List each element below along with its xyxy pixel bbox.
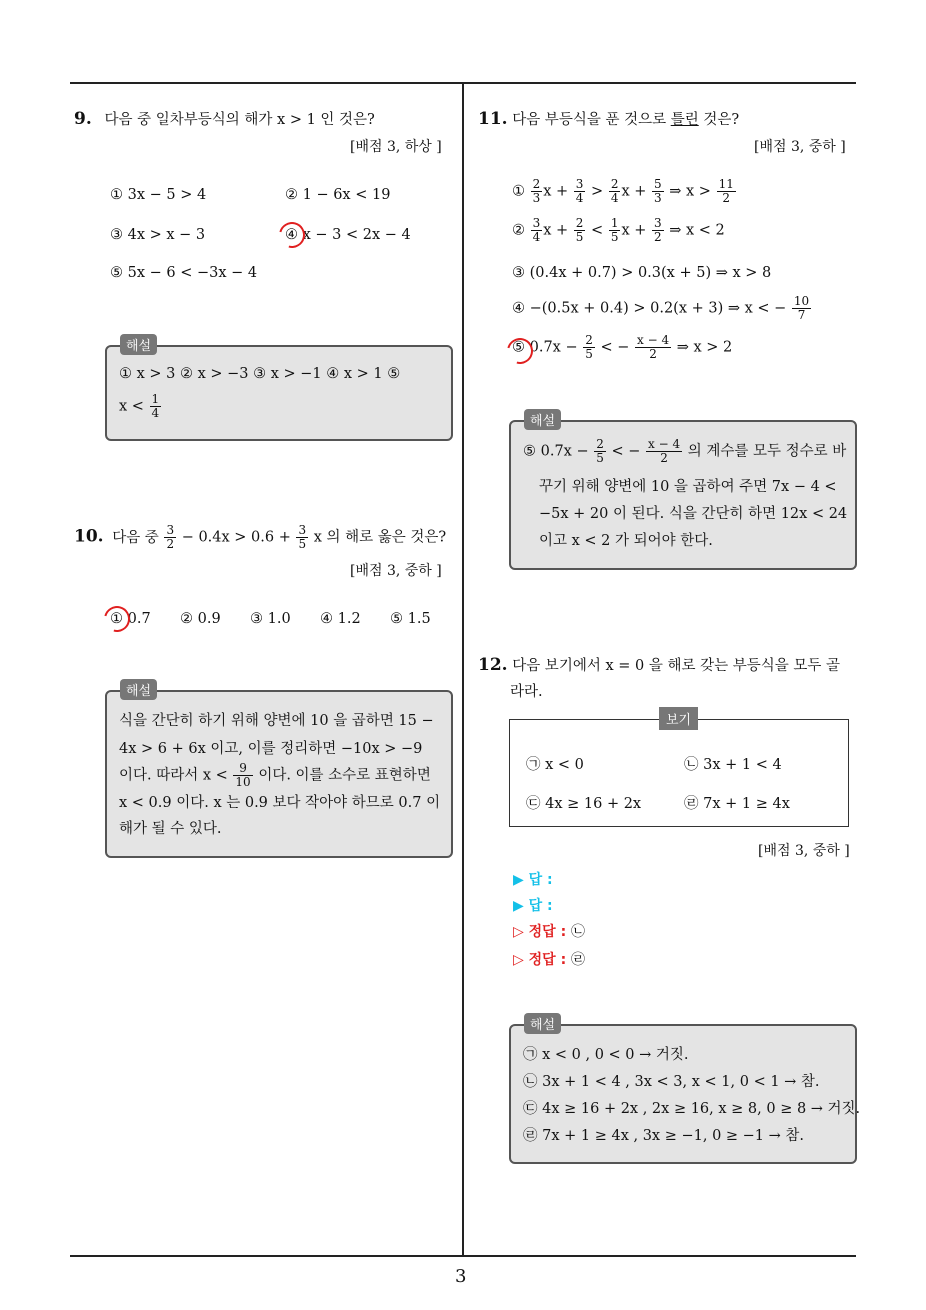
explanation-line: −5x + 20 이 된다. 식을 간단히 하면 12x < 24 — [539, 506, 848, 522]
question-stem: 다음 보기에서 x = 0 을 해로 갖는 부등식을 모두 골 — [512, 658, 840, 674]
denominator: 4 — [151, 406, 160, 420]
fraction — [296, 524, 308, 551]
question-stem: 다음 중 일차부등식의 해가 x > 1 인 것은? — [104, 112, 375, 128]
correct-label: ▷ 정답 : — [513, 924, 567, 940]
denominator: 2 — [649, 347, 657, 361]
question-number: 9. — [74, 109, 92, 129]
numerator: 2 — [575, 216, 584, 230]
answer-mark-circle — [274, 217, 310, 253]
question-stem: 것은? — [703, 112, 740, 128]
option-4[interactable]: ④ x − 3 < 2x − 4 — [285, 227, 411, 243]
denominator: 3 — [532, 191, 541, 205]
option-text: x + — [621, 222, 647, 239]
question-12 — [478, 654, 840, 675]
denominator: 5 — [585, 347, 593, 361]
option-1[interactable] — [512, 178, 737, 205]
denominator: 4 — [575, 191, 584, 205]
numerator: 2 — [596, 437, 604, 451]
numerator: 2 — [585, 333, 593, 347]
explanation-text: x < — [119, 398, 144, 415]
denominator: 5 — [596, 451, 604, 465]
explanation-tag: 해설 — [524, 1013, 561, 1034]
fraction — [652, 217, 664, 244]
numerator: 3 — [654, 216, 662, 230]
explanation-text: < − — [611, 443, 641, 460]
correct-value: ㉡ — [571, 924, 586, 940]
denominator: 10 — [235, 775, 251, 789]
question-11 — [478, 108, 739, 129]
correct-answer — [513, 949, 585, 969]
explanation-line — [119, 393, 162, 421]
numerator: 3 — [166, 523, 175, 537]
option-2[interactable]: ② 1 − 6x < 19 — [285, 187, 391, 203]
denominator: 4 — [532, 230, 541, 244]
explanation-line — [119, 762, 431, 790]
fraction — [164, 524, 176, 551]
example-item: ㉠ x < 0 — [526, 757, 584, 773]
option-2[interactable] — [512, 217, 725, 244]
option-text: < — [591, 222, 604, 239]
explanation-line: 해가 될 수 있다. — [119, 821, 222, 837]
question-stem: 다음 중 — [112, 529, 159, 546]
fraction — [531, 217, 543, 244]
example-box-title: 보기 — [659, 707, 698, 730]
fraction — [594, 438, 606, 465]
question-number: 10. — [74, 526, 104, 547]
explanation-text: ⑤ 0.7x − — [523, 443, 589, 460]
score: [배점 3, 하상 ] — [350, 139, 442, 155]
fraction — [717, 178, 736, 205]
correct-answer — [513, 921, 585, 941]
fraction — [150, 393, 162, 420]
numerator: x − 4 — [648, 437, 681, 451]
explanation-line: 4x > 6 + 6x 이고, 이를 정리하면 −10x > −9 — [119, 741, 423, 757]
option-3[interactable]: ③ 4x > x − 3 — [110, 227, 206, 243]
question-stem: x 의 해로 옳은 것은? — [313, 529, 447, 546]
option-5[interactable] — [512, 334, 732, 361]
denominator: 3 — [654, 191, 662, 205]
question-stem-cont: 라라. — [510, 684, 543, 700]
fraction — [652, 178, 664, 205]
example-item: ㉡ 3x + 1 < 4 — [684, 757, 782, 773]
question-10 — [74, 524, 446, 551]
explanation-text: 의 계수를 모두 정수로 바 — [687, 443, 847, 460]
explanation-line — [523, 438, 846, 466]
fraction — [574, 178, 586, 205]
option-5[interactable]: ⑤ 5x − 6 < −3x − 4 — [110, 265, 258, 281]
explanation-line: ㉠ x < 0 , 0 < 0 → 거짓. — [523, 1047, 689, 1063]
explanation-text: 이다. 따라서 x < — [119, 767, 228, 784]
numerator: 2 — [532, 177, 541, 191]
example-item: ㉣ 7x + 1 ≥ 4x — [684, 796, 790, 812]
option-text: > — [591, 183, 604, 200]
denominator: 2 — [654, 230, 662, 244]
option-text: < − — [600, 339, 630, 356]
explanation-line: 꾸기 위해 양변에 10 을 곱하여 주면 7x − 4 < — [539, 479, 837, 495]
score: [배점 3, 중하 ] — [758, 843, 850, 859]
fraction — [574, 217, 586, 244]
option-text: ④ −(0.5x + 0.4) > 0.2(x + 3) ⇒ x < − — [512, 300, 787, 317]
denominator: 2 — [166, 537, 175, 551]
numerator: 2 — [610, 177, 619, 191]
option-text: x + — [621, 183, 647, 200]
explanation-tag: 해설 — [120, 334, 157, 355]
denominator: 7 — [797, 308, 806, 322]
explanation-tag: 해설 — [120, 679, 157, 700]
explanation-line: 식을 간단히 하기 위해 양변에 10 을 곱하면 15 − — [119, 713, 434, 729]
answer-mark-circle — [99, 601, 135, 637]
numerator: 3 — [532, 216, 541, 230]
denominator: 2 — [722, 191, 731, 205]
numerator: 11 — [718, 177, 734, 191]
fraction — [609, 178, 621, 205]
denominator: 2 — [660, 451, 668, 465]
question-number: 11. — [478, 109, 508, 129]
numerator: 5 — [654, 177, 662, 191]
question-number: 12. — [478, 655, 508, 675]
explanation-text: 이다. 이를 소수로 표현하면 — [258, 767, 431, 784]
fraction — [583, 334, 595, 361]
question-stem: 다음 부등식을 푼 것으로 — [512, 112, 667, 128]
option-text: ⇒ x > — [669, 183, 711, 200]
explanation-box — [105, 345, 453, 441]
denominator: 5 — [575, 230, 584, 244]
explanation-line: 이고 x < 2 가 되어야 한다. — [539, 533, 713, 549]
explanation-line: ㉡ 3x + 1 < 4 , 3x < 3, x < 1, 0 < 1 → 참. — [523, 1074, 820, 1090]
explanation-line: x < 0.9 이다. x 는 0.9 보다 작아야 하므로 0.7 이 — [119, 795, 441, 811]
fraction — [635, 334, 671, 361]
score: [배점 3, 중하 ] — [754, 139, 846, 155]
denominator: 5 — [610, 230, 619, 244]
option-marker: ① — [512, 183, 525, 200]
explanation-box — [509, 1024, 861, 1164]
correct-value: ㉣ — [571, 952, 586, 968]
column-divider — [462, 82, 464, 1256]
explanation-tag: 해설 — [524, 409, 561, 430]
explanation-line: ㉣ 7x + 1 ≥ 4x , 3x ≥ −1, 0 ≥ −1 → 참. — [523, 1128, 805, 1144]
option-1[interactable]: ① 3x − 5 > 4 — [110, 187, 207, 203]
explanation-box — [509, 420, 857, 570]
numerator: 1 — [151, 392, 160, 406]
option-text: ⇒ x > 2 — [676, 339, 733, 356]
numerator: 3 — [575, 177, 584, 191]
option-marker: ② — [512, 222, 525, 239]
question-9 — [74, 108, 375, 129]
option-1[interactable]: ① 0.7 — [110, 611, 151, 627]
explanation-line: ① x > 3 ② x > −3 ③ x > −1 ④ x > 1 ⑤ — [119, 366, 401, 382]
fraction — [792, 295, 811, 322]
denominator: 4 — [610, 191, 619, 205]
numerator: x − 4 — [637, 333, 670, 347]
question-stem: − 0.4x > 0.6 + — [181, 529, 291, 546]
option-4[interactable] — [512, 295, 812, 322]
option-5[interactable]: ⑤ 1.5 — [390, 611, 431, 627]
option-3[interactable]: ③ 1.0 — [250, 611, 291, 627]
option-3[interactable]: ③ (0.4x + 0.7) > 0.3(x + 5) ⇒ x > 8 — [512, 265, 772, 281]
page-number: 3 — [455, 1266, 467, 1287]
correct-label: ▷ 정답 : — [513, 952, 567, 968]
bottom-rule — [70, 1255, 856, 1257]
explanation-box — [105, 690, 453, 858]
numerator: 10 — [793, 294, 810, 308]
numerator: 1 — [610, 216, 619, 230]
option-text: x + — [543, 222, 569, 239]
option-text: ⑤ 0.7x − — [512, 339, 578, 356]
answer-field[interactable]: ▶ 답 : — [513, 872, 553, 888]
underlined-word: 틀린 — [670, 112, 699, 128]
score: [배점 3, 중하 ] — [350, 563, 442, 579]
fraction — [646, 438, 682, 465]
option-text: x + — [543, 183, 569, 200]
numerator: 9 — [233, 762, 252, 776]
example-item: ㉢ 4x ≥ 16 + 2x — [526, 796, 642, 812]
denominator: 5 — [298, 537, 307, 551]
example-box — [509, 719, 849, 827]
option-text: ⇒ x < 2 — [669, 222, 725, 239]
fraction — [531, 178, 543, 205]
fraction — [233, 762, 252, 789]
fraction — [609, 217, 621, 244]
answer-field[interactable]: ▶ 답 : — [513, 898, 553, 914]
numerator: 3 — [298, 523, 307, 537]
option-2[interactable]: ② 0.9 — [180, 611, 221, 627]
explanation-line: ㉢ 4x ≥ 16 + 2x , 2x ≥ 16, x ≥ 8, 0 ≥ 8 → 거짓. — [523, 1101, 861, 1117]
option-4[interactable]: ④ 1.2 — [320, 611, 361, 627]
